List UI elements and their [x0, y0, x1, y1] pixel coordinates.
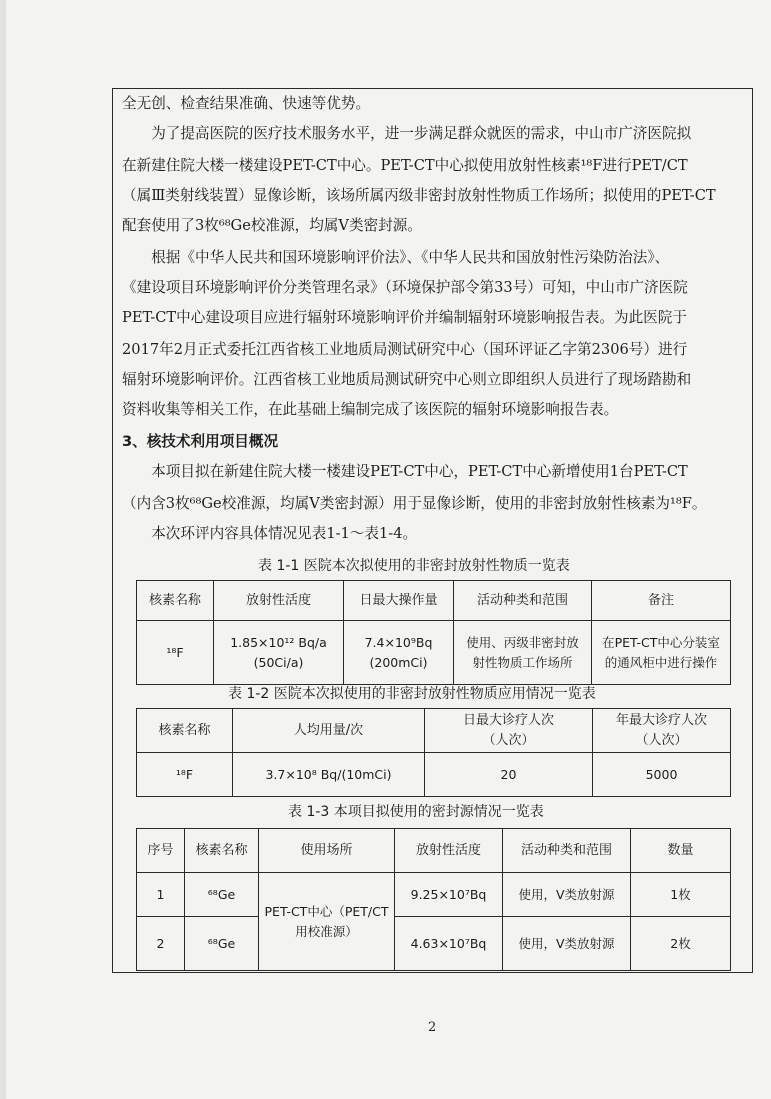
nonsealed-material-table	[136, 580, 731, 685]
paragraph-line: 根据《中华人民共和国环境影响评价法》、《中华人民共和国放射性污染防治法》、	[122, 249, 670, 266]
table-header: 核素名称	[137, 709, 233, 753]
table-header: 人均用量/次	[233, 709, 425, 753]
paragraph-line: 本项目拟在新建住院大楼一楼建设PET-CT中心，PET-CT中心新增使用1台PET-CT	[122, 463, 688, 480]
section-heading: 3、核技术利用项目概况	[122, 433, 279, 450]
cell-line: (200mCi)	[369, 654, 428, 670]
table-caption: 表 1-1 医院本次拟使用的非密封放射性物质一览表	[258, 558, 570, 574]
table-cell	[592, 621, 731, 685]
cell-line: PET-CT中心（PET/CT	[264, 903, 389, 919]
table-cell	[454, 621, 592, 685]
table-cell: 使用，Ⅴ类放射源	[503, 873, 631, 917]
table-cell: 9.25×10⁷Bq	[395, 873, 503, 917]
cell-line: 在PET-CT中心分装室	[602, 634, 720, 650]
paragraph-line: 全无创、检查结果准确、快速等优势。	[122, 95, 371, 112]
paragraph-line: （属Ⅲ类射线装置）显像诊断，该场所属丙级非密封放射性物质工作场所；拟使用的PET-CT	[122, 187, 716, 204]
table-header: 序号	[137, 829, 185, 873]
cell-line: 用校准源）	[295, 923, 358, 939]
cell-line: 1.85×10¹² Bq/a	[230, 634, 327, 650]
table-header: 活动种类和范围	[503, 829, 631, 873]
table-cell	[259, 873, 395, 971]
cell-line: 日最大诊疗人次	[462, 712, 554, 728]
table-cell: 使用，Ⅴ类放射源	[503, 917, 631, 971]
cell-line: 射性物质工作场所	[472, 654, 573, 670]
table-header: 备注	[592, 581, 731, 621]
table-caption: 表 1-3 本项目拟使用的密封源情况一览表	[288, 804, 544, 820]
table-cell: 1	[137, 873, 185, 917]
cell-line: （人次）	[482, 732, 535, 748]
table-header: 核素名称	[137, 581, 214, 621]
paragraph-line: 为了提高医院的医疗技术服务水平，进一步满足群众就医的需求，中山市广济医院拟	[122, 125, 692, 142]
cell-line: 年最大诊疗人次	[615, 712, 707, 728]
paragraph-line: PET-CT中心建设项目应进行辐射环境影响评价并编制辐射环境影响报告表。为此医院于	[122, 309, 687, 326]
table-cell: ¹⁸F	[137, 753, 233, 797]
table-cell	[344, 621, 454, 685]
table-header: 活动种类和范围	[454, 581, 592, 621]
paragraph-line: 在新建住院大楼一楼建设PET-CT中心。PET-CT中心拟使用放射性核素¹⁸F进行PET/CT	[122, 157, 688, 174]
cell-line: (50Ci/a)	[253, 654, 304, 670]
sealed-source-table	[136, 828, 731, 971]
paragraph-line: （内含3枚⁶⁸Ge校准源，均属Ⅴ类密封源）用于显像诊断，使用的非密封放射性核素为¹⁸F。	[122, 495, 707, 512]
table-caption: 表 1-2 医院本次拟使用的非密封放射性物质应用情况一览表	[228, 686, 596, 702]
paragraph-line: 资料收集等相关工作，在此基础上编制完成了该医院的辐射环境影响报告表。	[122, 401, 619, 418]
paragraph-line: 2017年2月正式委托江西省核工业地质局测试研究中心（国环评证乙字第2306号）进行	[122, 341, 688, 358]
table-cell: 4.63×10⁷Bq	[395, 917, 503, 971]
table-cell: 2枚	[631, 917, 731, 971]
table-cell: 2	[137, 917, 185, 971]
table-header: 放射性活度	[214, 581, 344, 621]
cell-line: （人次）	[635, 732, 688, 748]
table-header: 数量	[631, 829, 731, 873]
page-number: 2	[428, 1020, 437, 1035]
table-header: 日最大操作量	[344, 581, 454, 621]
cell-line: 使用、丙级非密封放	[466, 634, 579, 650]
table-header: 使用场所	[259, 829, 395, 873]
table-cell: ¹⁸F	[137, 621, 214, 685]
nonsealed-application-table	[136, 708, 731, 797]
table-header: 核素名称	[185, 829, 259, 873]
table-cell: 3.7×10⁸ Bq/(10mCi)	[233, 753, 425, 797]
table-cell: 1枚	[631, 873, 731, 917]
table-cell: ⁶⁸Ge	[185, 873, 259, 917]
paragraph-line: 辐射环境影响评价。江西省核工业地质局测试研究中心则立即组织人员进行了现场踏勘和	[122, 371, 692, 388]
cell-line: 的通风柜中进行操作	[604, 654, 718, 670]
cell-line: 7.4×10⁹Bq	[364, 634, 433, 650]
table-cell: 5000	[593, 753, 731, 797]
table-cell: 20	[425, 753, 593, 797]
paragraph-line: 《建设项目环境影响评价分类管理名录》（环境保护部令第33号）可知，中山市广济医院	[122, 279, 688, 296]
table-header	[425, 709, 593, 753]
page-edge	[0, 0, 6, 1099]
table-cell: ⁶⁸Ge	[185, 917, 259, 971]
table-header: 放射性活度	[395, 829, 503, 873]
paragraph-line: 本次环评内容具体情况见表1-1～表1-4。	[122, 525, 418, 542]
paragraph-line: 配套使用了3枚⁶⁸Ge校准源，均属Ⅴ类密封源。	[122, 217, 422, 234]
table-cell	[214, 621, 344, 685]
table-header	[593, 709, 731, 753]
